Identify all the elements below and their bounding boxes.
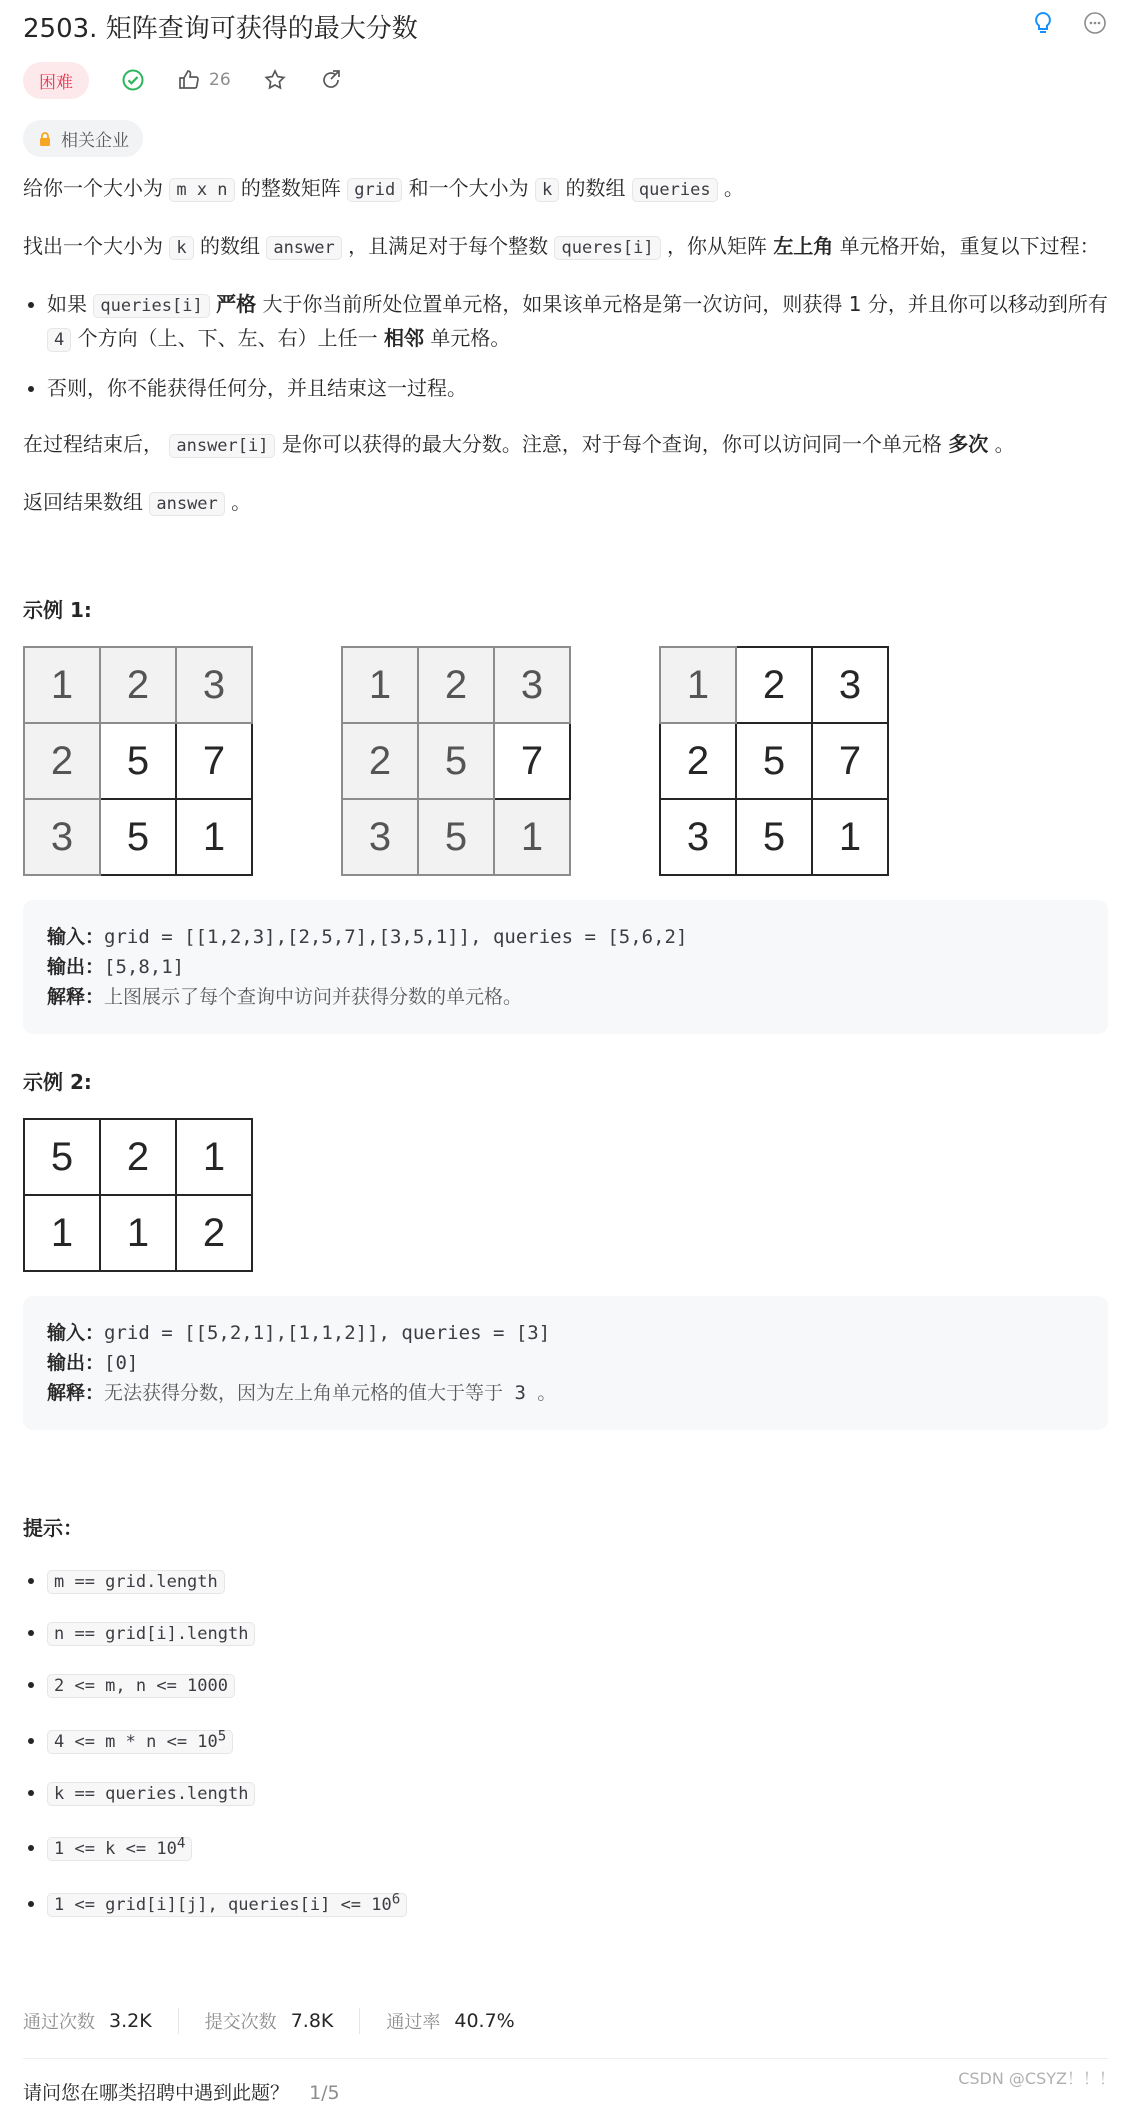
stat-accepted: 通过次数 3.2K — [23, 2008, 179, 2034]
grid-cell: 1 — [100, 1195, 176, 1271]
list-item: • 否则，你不能获得任何分，并且结束这一过程。 — [47, 372, 1108, 404]
grid-cell: 5 — [418, 799, 494, 875]
list-item: • n == grid[i].length — [47, 1616, 1108, 1650]
grid-cell: 1 — [24, 1195, 100, 1271]
grid-cell: 5 — [24, 1119, 100, 1195]
solved-status — [121, 68, 145, 92]
example2-heading: 示例 2: — [23, 1070, 92, 1094]
lock-icon — [37, 131, 53, 147]
desc-p3: 在过程结束后， answer[i] 是你可以获得的最大分数。注意，对于每个查询，你可以访问同一个单元格 多次 。 — [23, 432, 1015, 456]
example1-grids — [23, 646, 1108, 876]
grid-cell: 5 — [418, 723, 494, 799]
hints-heading: 提示： — [23, 1516, 83, 1540]
grid-cell: 2 — [342, 723, 418, 799]
grid-cell: 5 — [100, 799, 176, 875]
list-item: • 如果 queries[i] 严格 大于你当前所处位置单元格，如果该单元格是第一次访问，则获得 1 分，并且你可以移动到所有 4 个方向（上、下、左、右）上任一 相邻 单元格。 — [47, 288, 1108, 356]
example1-grid-b — [341, 646, 571, 876]
list-item: • 2 <= m, n <= 1000 — [47, 1668, 1108, 1702]
meta-row — [23, 60, 343, 100]
divider — [23, 2058, 1108, 2059]
problem-title: 2503. 矩阵查询可获得的最大分数 — [23, 14, 418, 44]
difficulty-badge: 困难 — [23, 62, 89, 99]
stats-row — [23, 2008, 567, 2034]
company-tag[interactable]: 相关企业 — [23, 120, 143, 157]
grid-cell: 2 — [660, 723, 736, 799]
desc-p2: 找出一个大小为 k 的数组 answer ，且满足对于每个整数 queres[i] ，你从矩阵 左上角 单元格开始，重复以下过程： — [23, 234, 1100, 258]
grid-cell: 3 — [812, 647, 888, 723]
grid-cell: 1 — [660, 647, 736, 723]
title-row — [23, 6, 1108, 46]
lightbulb-icon[interactable] — [1030, 10, 1056, 36]
thumbs-up-icon — [177, 68, 201, 92]
grid-cell: 7 — [494, 723, 570, 799]
more-icon[interactable] — [1082, 10, 1108, 36]
grid-cell: 1 — [24, 647, 100, 723]
watermark: CSDN @CSYZ！！！ — [958, 2069, 1115, 2088]
grid-cell: 1 — [494, 799, 570, 875]
list-item: • k == queries.length — [47, 1776, 1108, 1810]
problem-description — [23, 172, 1108, 1945]
star-icon — [263, 68, 287, 92]
grid-cell: 3 — [176, 647, 252, 723]
example1-heading: 示例 1: — [23, 598, 92, 622]
grid-cell: 2 — [100, 1119, 176, 1195]
grid-cell: 1 — [176, 799, 252, 875]
grid-cell: 1 — [812, 799, 888, 875]
grid-cell: 3 — [24, 799, 100, 875]
check-circle-icon — [121, 68, 145, 92]
grid-cell: 5 — [736, 799, 812, 875]
example1-grid-a — [23, 646, 253, 876]
like-button[interactable] — [177, 68, 231, 92]
grid-cell: 7 — [812, 723, 888, 799]
desc-p1: 给你一个大小为 m x n 的整数矩阵 grid 和一个大小为 k 的数组 queries 。 — [23, 176, 744, 200]
grid-cell: 3 — [494, 647, 570, 723]
share-icon — [319, 68, 343, 92]
list-item: • m == grid.length — [47, 1564, 1108, 1598]
constraints-list — [23, 1564, 1108, 1921]
grid-cell: 5 — [736, 723, 812, 799]
list-item: • $4 <= m * n <= 10^5$ — [47, 1720, 1108, 1758]
top-icons — [1030, 10, 1108, 36]
example1-grid-c — [659, 646, 889, 876]
example2-box: 输入：grid = [[5,2,1],[1,1,2]], queries = [3] 输出：[0] 解释：无法获得分数，因为左上角单元格的值大于等于 3 。 — [23, 1296, 1108, 1430]
grid-cell: 2 — [418, 647, 494, 723]
favorite-button[interactable] — [263, 68, 287, 92]
grid-cell: 2 — [24, 723, 100, 799]
like-count: 26 — [209, 70, 231, 90]
grid-cell: 3 — [660, 799, 736, 875]
example1-box: 输入：grid = [[1,2,3],[2,5,7],[3,5,1]], queries = [5,6,2] 输出：[5,8,1] 解释：上图展示了每个查询中访问并获得分数的单元格。 — [23, 900, 1108, 1034]
grid-cell: 1 — [176, 1119, 252, 1195]
rules-list — [23, 288, 1108, 404]
grid-cell: 2 — [100, 647, 176, 723]
example2-grid — [23, 1118, 253, 1272]
survey-question[interactable]: 请问您在哪类招聘中遇到此题？ 1/5 — [23, 2082, 340, 2104]
grid-cell: 2 — [736, 647, 812, 723]
desc-p4: 返回结果数组 answer 。 — [23, 490, 252, 514]
example2-grids — [23, 1118, 1108, 1272]
grid-cell: 7 — [176, 723, 252, 799]
tag-row — [23, 120, 143, 157]
share-button[interactable] — [319, 68, 343, 92]
list-item: • $1 <= k <= 10^4$ — [47, 1828, 1108, 1866]
list-item: • 1 <= grid[i][j], queries[i] <= $10^6$ — [47, 1883, 1108, 1921]
stat-submissions: 提交次数 7.8K — [205, 2008, 361, 2034]
grid-cell: 5 — [100, 723, 176, 799]
grid-cell: 2 — [176, 1195, 252, 1271]
grid-cell: 3 — [342, 799, 418, 875]
grid-cell: 1 — [342, 647, 418, 723]
stat-acceptance-rate: 通过率 40.7% — [386, 2010, 515, 2033]
